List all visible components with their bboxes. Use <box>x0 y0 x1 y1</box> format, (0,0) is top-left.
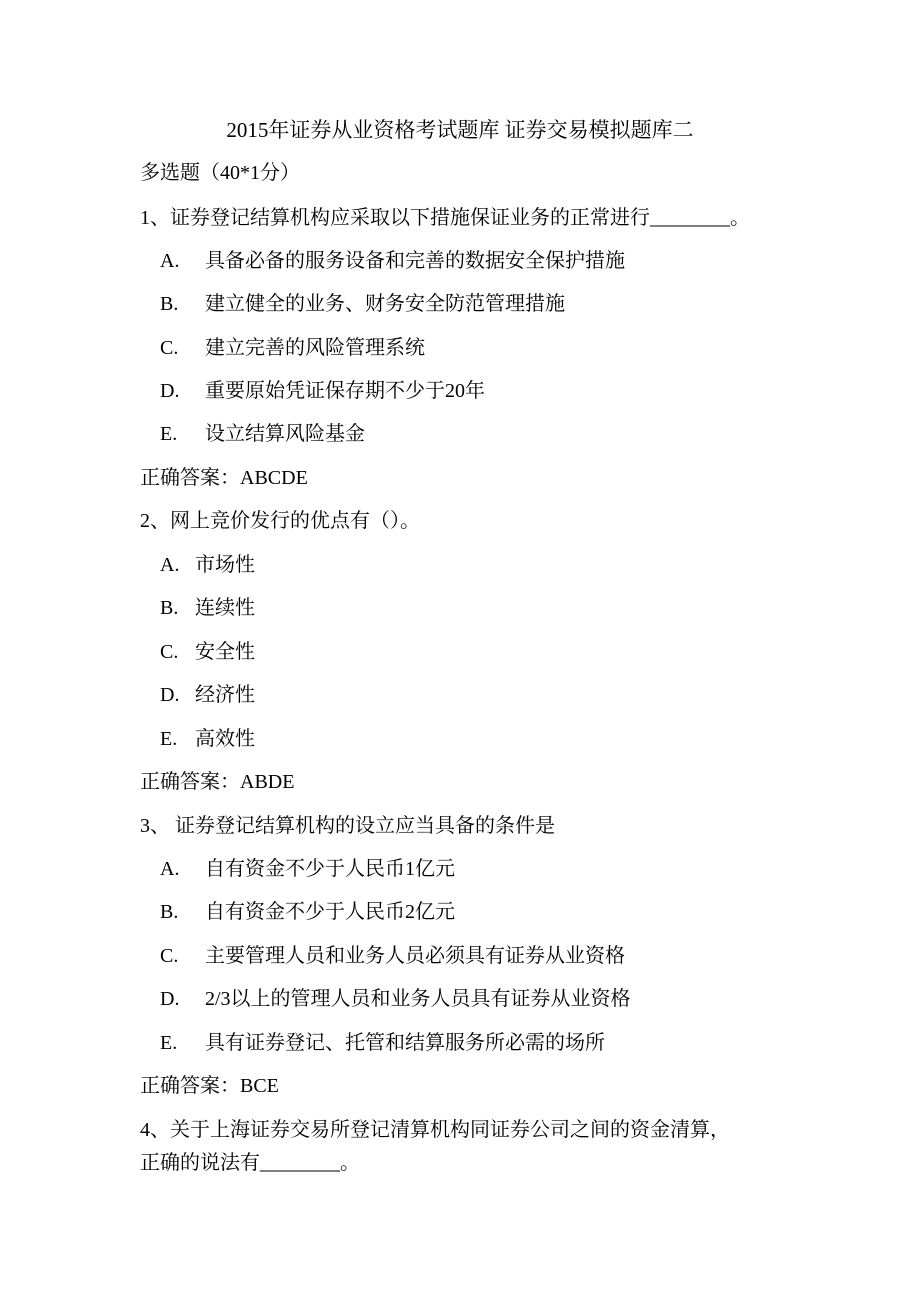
document-title: 2015年证券从业资格考试题库 证券交易模拟题库二 <box>226 118 694 142</box>
option-key: B. <box>160 293 179 315</box>
option-text: 设立结算风险基金 <box>205 423 365 445</box>
option-text: 建立健全的业务、财务安全防范管理措施 <box>205 293 565 315</box>
option-b <box>160 595 255 621</box>
option-text: 市场性 <box>195 554 255 576</box>
option-text: 连续性 <box>195 597 255 619</box>
option-text: 高效性 <box>195 728 255 750</box>
option-key: A. <box>160 554 180 576</box>
correct-answer <box>140 1073 279 1099</box>
option-d <box>160 986 631 1012</box>
option-text: 2/3以上的管理人员和业务人员具有证券从业资格 <box>205 988 631 1010</box>
question-stem: 1、证券登记结算机构应采取以下措施保证业务的正常进行________。 <box>140 207 750 229</box>
option-key: B. <box>160 901 179 923</box>
option-key: A. <box>160 858 180 880</box>
option-key: D. <box>160 988 180 1010</box>
option-a <box>160 248 625 274</box>
option-text: 自有资金不少于人民币1亿元 <box>205 858 455 880</box>
option-key: C. <box>160 337 179 359</box>
section-heading: 多选题（40*1分） <box>140 162 300 184</box>
answer-value: ABCDE <box>240 467 308 489</box>
option-key: D. <box>160 684 180 706</box>
answer-value: ABDE <box>240 771 295 793</box>
option-a <box>160 856 455 882</box>
option-c <box>160 639 255 665</box>
correct-answer <box>140 465 308 491</box>
answer-label: 正确答案： <box>140 1075 240 1097</box>
option-key: C. <box>160 641 179 663</box>
question-stem: 3、 证券登记结算机构的设立应当具备的条件是 <box>140 815 555 837</box>
option-d <box>160 682 255 708</box>
option-key: C. <box>160 945 179 967</box>
option-d <box>160 378 485 404</box>
question-stem: 4、关于上海证券交易所登记清算机构同证券公司之间的资金清算， <box>140 1119 730 1141</box>
option-key: E. <box>160 1032 178 1054</box>
option-e <box>160 1030 605 1056</box>
option-text: 具有证券登记、托管和结算服务所必需的场所 <box>205 1032 605 1054</box>
option-text: 经济性 <box>195 684 255 706</box>
option-text: 安全性 <box>195 641 255 663</box>
option-key: B. <box>160 597 179 619</box>
option-text: 建立完善的风险管理系统 <box>205 337 425 359</box>
answer-value: BCE <box>240 1075 279 1097</box>
option-key: E. <box>160 728 178 750</box>
option-key: D. <box>160 380 180 402</box>
question-stem: 2、网上竞价发行的优点有（）。 <box>140 510 420 532</box>
option-text: 自有资金不少于人民币2亿元 <box>205 901 455 923</box>
option-c <box>160 335 425 361</box>
answer-label: 正确答案： <box>140 467 240 489</box>
option-e <box>160 726 255 752</box>
option-b <box>160 899 455 925</box>
option-key: A. <box>160 250 180 272</box>
option-text: 重要原始凭证保存期不少于20年 <box>205 380 485 402</box>
option-b <box>160 291 565 317</box>
question-stem-continued: 正确的说法有________。 <box>140 1152 360 1174</box>
option-e <box>160 421 365 447</box>
option-text: 具备必备的服务设备和完善的数据安全保护措施 <box>205 250 625 272</box>
answer-label: 正确答案： <box>140 771 240 793</box>
correct-answer <box>140 769 294 795</box>
option-a <box>160 552 255 578</box>
option-key: E. <box>160 423 178 445</box>
option-c <box>160 943 625 969</box>
option-text: 主要管理人员和业务人员必须具有证券从业资格 <box>205 945 625 967</box>
